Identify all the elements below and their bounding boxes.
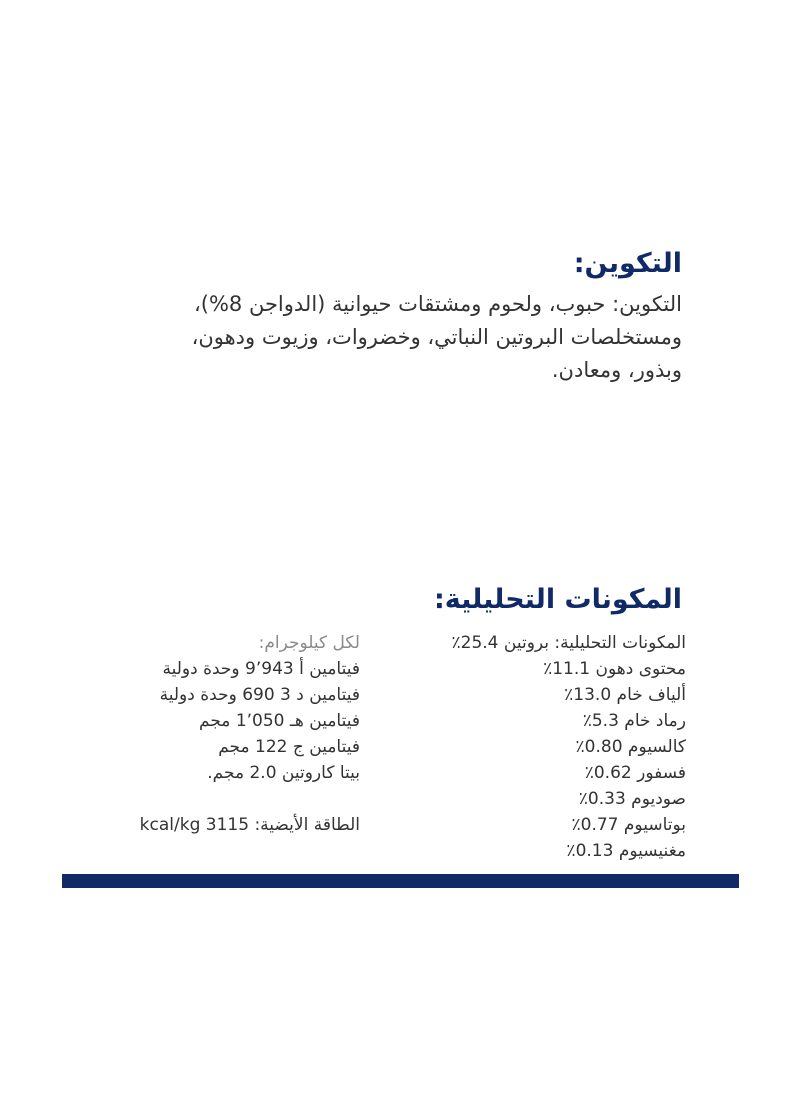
constituent-item: فسفور 0.62٪ (584, 763, 686, 783)
composition-line: وبذور، ومعادن. (551, 358, 682, 383)
constituent-item: كالسيوم 0.80٪ (575, 737, 686, 757)
analytical-section (122, 584, 682, 616)
constituent-item: مغنيسيوم 0.13٪ (566, 841, 686, 861)
constituent-item: محتوى دهون 11.1٪ (543, 659, 686, 679)
composition-heading: التكوين: (573, 248, 682, 279)
energy-value: الطاقة الأيضية: 3115 kcal/kg (139, 815, 360, 835)
composition-text (122, 288, 682, 387)
constituent-item: بوتاسيوم 0.77٪ (571, 815, 686, 835)
constituent-item: رماد خام 5.3٪ (582, 711, 686, 731)
analytical-constituents-list (406, 630, 686, 864)
composition-line: ومستخلصات البروتين النباتي، وخضروات، وزيوت ودهون، (191, 325, 682, 350)
composition-section (122, 248, 682, 387)
vitamin-item: بيتا كاروتين 2.0 مجم. (207, 763, 360, 783)
additives-list (100, 630, 360, 838)
vitamin-item: فيتامين أ 9٬943 وحدة دولية (162, 659, 360, 679)
vitamin-item: فيتامين ج 122 مجم (218, 737, 360, 757)
constituent-item: صوديوم 0.33٪ (578, 789, 686, 809)
analytical-heading: المكونات التحليلية: (433, 584, 682, 615)
vitamin-item: فيتامين د 3 690 وحدة دولية (159, 685, 360, 705)
constituent-item: المكونات التحليلية: بروتين 25.4٪ (451, 633, 686, 653)
constituent-item: ألياف خام 13.0٪ (564, 685, 686, 705)
vitamin-item: فيتامين هـ 1٬050 مجم (199, 711, 360, 731)
divider-bar (62, 874, 739, 888)
per-kg-caption: لكل كيلوجرام: (258, 633, 360, 653)
composition-line: التكوين: حبوب، ولحوم ومشتقات حيوانية (الدواجن 8%)، (193, 292, 682, 317)
